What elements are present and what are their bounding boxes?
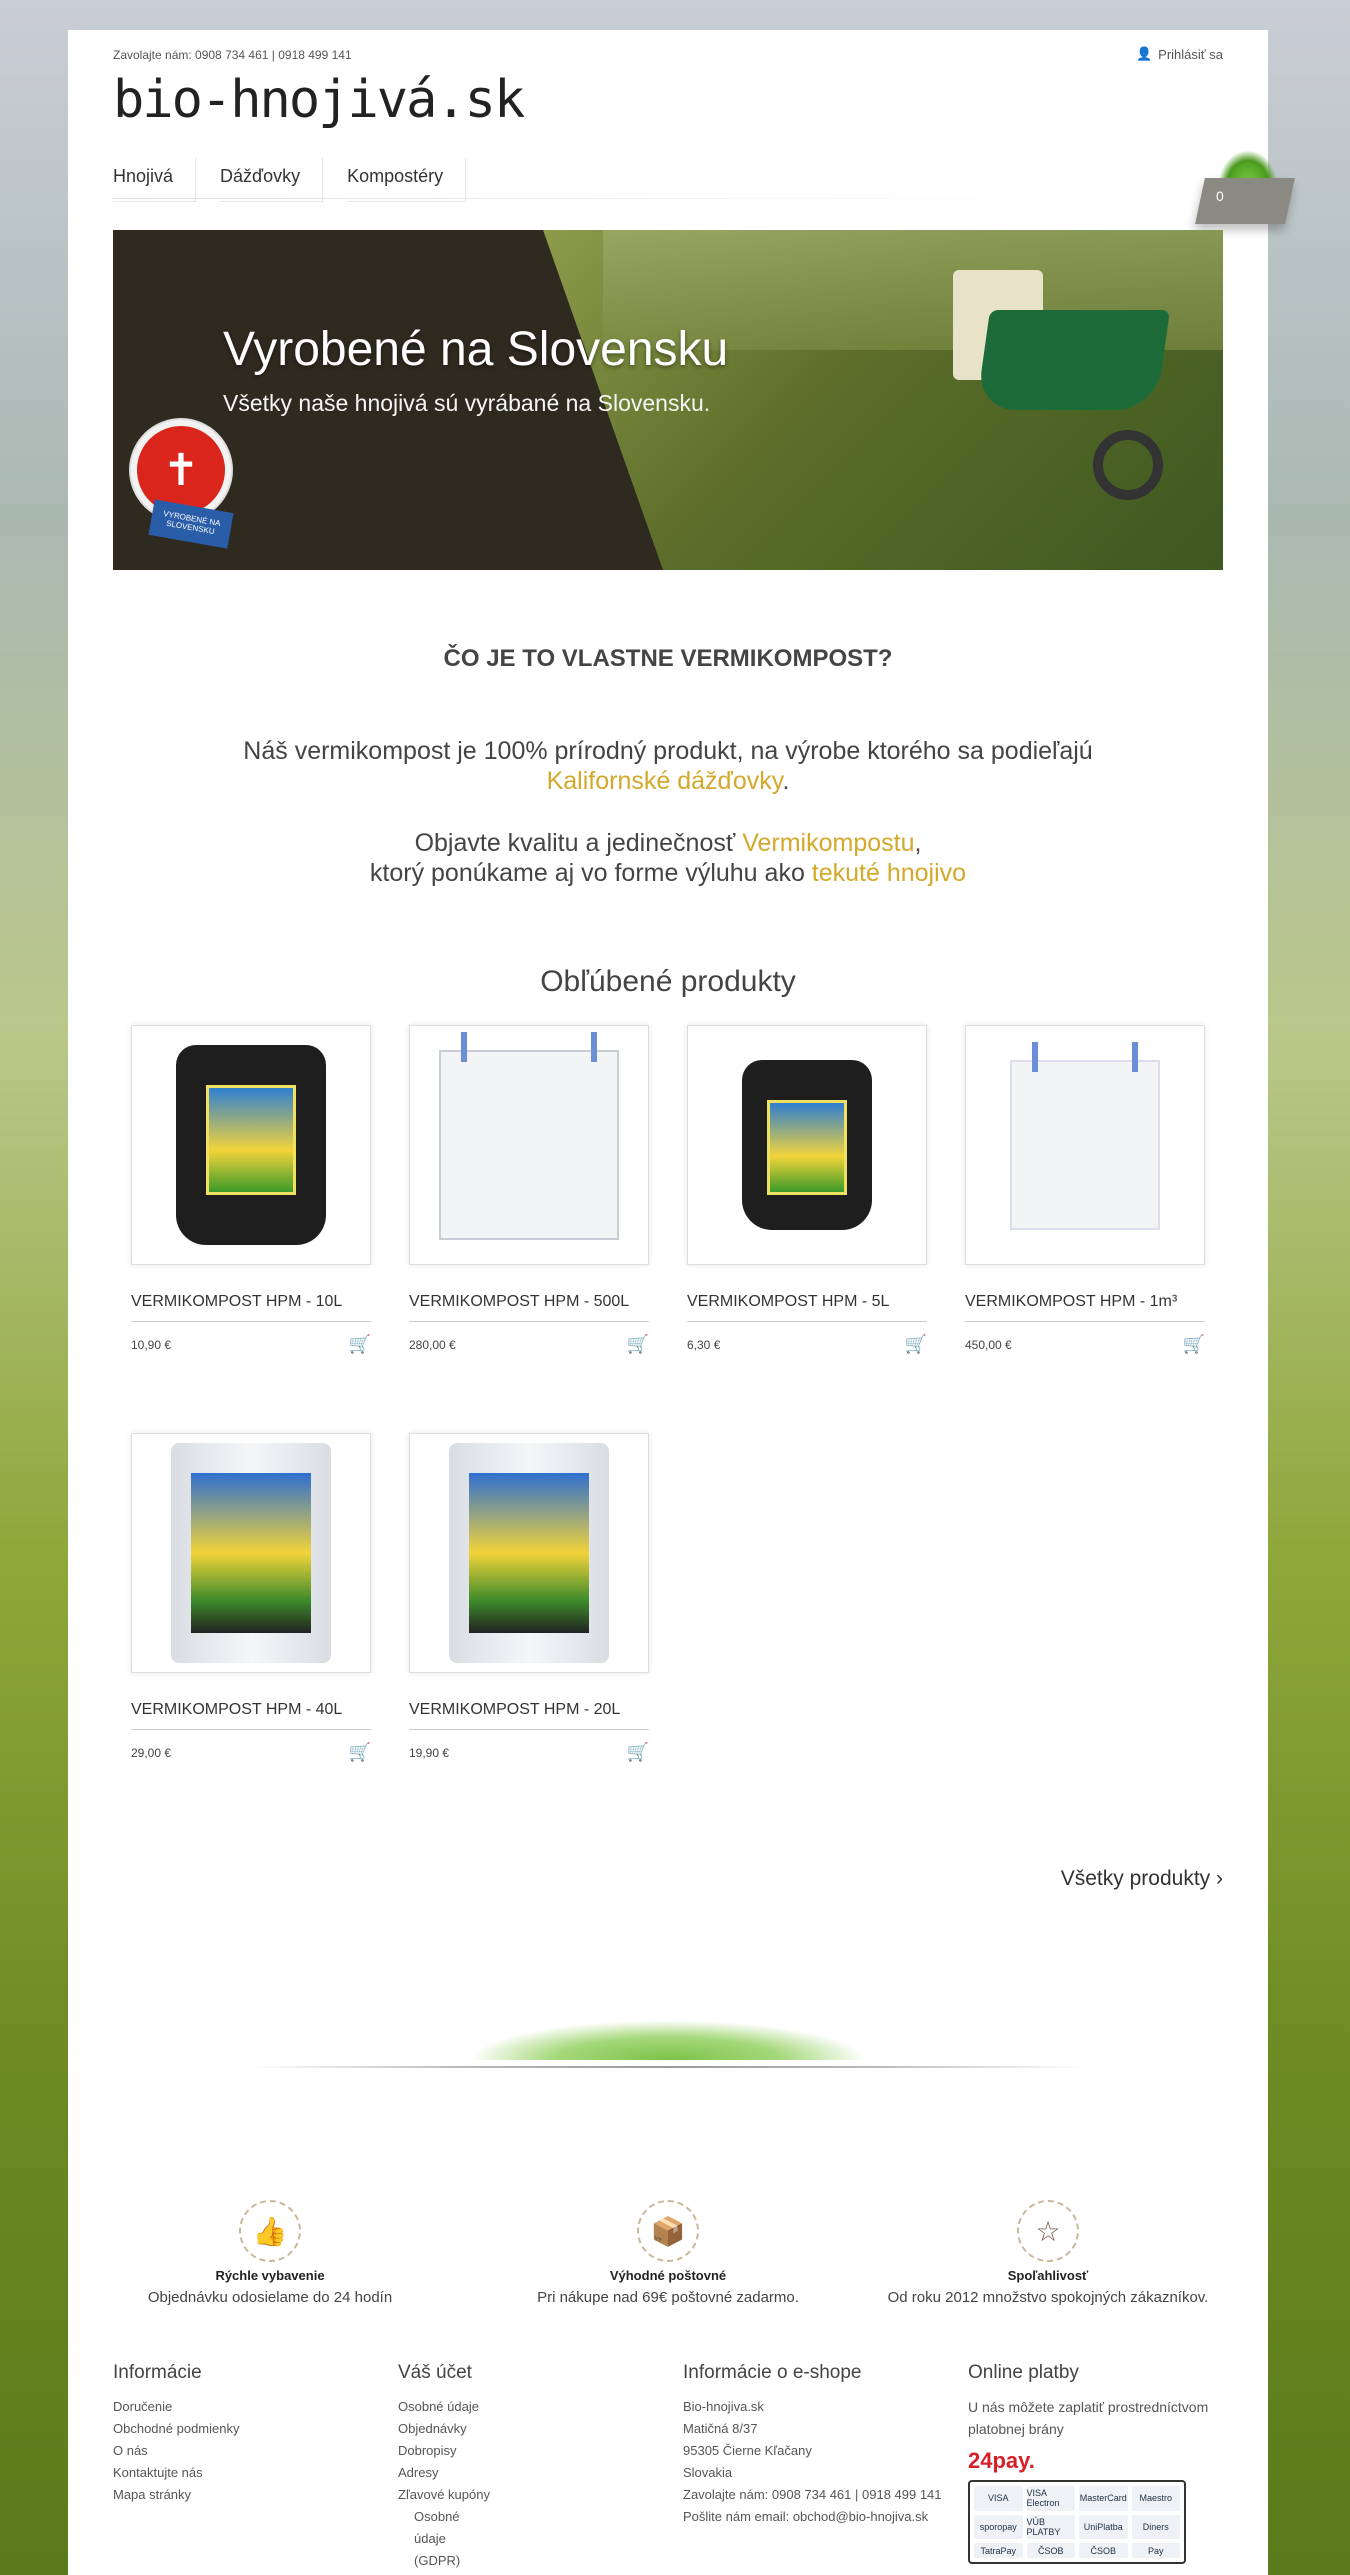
footer-heading: Online platby (968, 2362, 1079, 2383)
package-icon: 📦 (637, 2200, 699, 2262)
footer-info (113, 2362, 239, 2506)
shop-name: Bio-hnojiva.sk (683, 2399, 764, 2414)
footer-link-kontakt[interactable]: Kontaktujte nás (113, 2465, 203, 2480)
product-price: 6,30 € (687, 1337, 721, 1352)
intro-text: Náš vermikompost je 100% prírodný produkt, na výrobe ktorého sa podieľajú (243, 737, 1093, 765)
footer-link-gdpr[interactable]: (GDPR) (414, 2553, 461, 2568)
nav-item-hnojiva[interactable]: Hnojivá (113, 158, 196, 202)
add-to-cart-icon[interactable]: 🛒 (1182, 1334, 1205, 1354)
maestro-icon: Maestro (1132, 2486, 1181, 2511)
hero-title: Vyrobené na Slovensku (223, 323, 729, 376)
feature-title: Spoľahlivosť (1007, 2268, 1089, 2283)
chevron-right-icon: › (1216, 1867, 1223, 1890)
add-to-cart-icon[interactable]: 🛒 (348, 1742, 371, 1762)
phone-line: Zavolajte nám: 0908 734 461 | 0918 499 141 (113, 48, 352, 62)
feature-title: Výhodné poštovné (609, 2268, 727, 2283)
hero-wheelbarrow (976, 310, 1170, 410)
visa-icon: VISA (974, 2486, 1023, 2511)
main-nav (113, 158, 490, 202)
product-price: 280,00 € (409, 1337, 456, 1352)
nav-item-komposter[interactable]: Kompostéry (347, 158, 466, 202)
product-card[interactable] (409, 1433, 649, 1763)
cart-count: 0 (1216, 188, 1224, 204)
visa-electron-icon: VISA Electron (1027, 2486, 1076, 2511)
product-name[interactable]: VERMIKOMPOST HPM - 1m³ (965, 1293, 1205, 1322)
footer-heading: Informácie o e-shope (683, 2362, 862, 2383)
cart-button[interactable] (1188, 140, 1308, 240)
shop-phone: Zavolajte nám: 0908 734 461 | 0918 499 141 (683, 2487, 942, 2502)
site-logo[interactable]: bio-hnojivá.sk (113, 70, 524, 130)
feature-text: Objednávku odosielame do 24 hodín (147, 2289, 393, 2306)
hero-wheel (1093, 430, 1163, 500)
thumbs-up-icon: 👍 (239, 2200, 301, 2262)
footer-payments (968, 2362, 1218, 2564)
all-products-link[interactable] (1061, 1867, 1223, 1891)
hero-banner[interactable] (113, 230, 1223, 570)
handshake-star-icon: ☆ (1017, 2200, 1079, 2262)
page (68, 30, 1268, 2575)
hero-subtitle: Všetky naše hnojivá sú vyrábané na Slovensku. (223, 390, 711, 416)
intro-comma: , (914, 829, 922, 857)
diners-icon: Diners (1132, 2515, 1181, 2540)
uniplatba-icon: UniPlatba (1079, 2515, 1128, 2540)
link-tekute-hnojivo[interactable]: tekuté hnojivo (811, 859, 967, 887)
feature-text: Od roku 2012 množstvo spokojných zákazníkov. (887, 2289, 1209, 2306)
product-card[interactable] (965, 1025, 1205, 1355)
product-image[interactable] (131, 1025, 371, 1265)
footer-link-o-nas[interactable]: O nás (113, 2443, 148, 2458)
intro-paragraph-2 (68, 828, 1268, 888)
products-heading: Obľúbené produkty (540, 965, 796, 998)
payment-methods (968, 2480, 1186, 2564)
feature-title: Rýchle vybavenie (215, 2268, 325, 2283)
footer-link-kupony[interactable]: Zľavové kupóny (398, 2487, 490, 2502)
intro-period: . (782, 767, 790, 795)
product-name[interactable]: VERMIKOMPOST HPM - 40L (131, 1701, 371, 1730)
csob-icon: ČSOB (1079, 2543, 1128, 2558)
product-image[interactable] (409, 1433, 649, 1673)
decorative-divider (248, 2010, 1088, 2090)
product-image[interactable] (965, 1025, 1205, 1265)
feature-reliability (868, 2200, 1228, 2306)
user-icon: 👤 (1135, 46, 1153, 61)
product-card[interactable] (131, 1025, 371, 1355)
footer-link-adresy[interactable]: Adresy (398, 2465, 439, 2480)
footer-link-gdpr[interactable]: údaje (414, 2531, 446, 2546)
payments-text: U nás môžete zaplatiť prostredníctvom platobnej brány (968, 2399, 1209, 2437)
24pay-logo: 24pay. (968, 2448, 1035, 2473)
sporopay-icon: sporopay (974, 2515, 1023, 2540)
feature-shipping (488, 2200, 848, 2306)
nav-divider (113, 198, 1043, 199)
slovak-emblem-icon: ✝ (131, 420, 231, 520)
product-card[interactable] (687, 1025, 927, 1355)
footer-link-obchodne-podmienky[interactable]: Obchodné podmienky (113, 2421, 240, 2436)
shop-email[interactable]: Pošlite nám email: obchod@bio-hnojiva.sk (683, 2509, 929, 2524)
footer-shop (683, 2362, 942, 2528)
link-vermikompost[interactable]: Vermikompostu (742, 829, 915, 857)
product-name[interactable]: VERMIKOMPOST HPM - 10L (131, 1293, 371, 1322)
footer-link-mapa[interactable]: Mapa stránky (113, 2487, 192, 2502)
add-to-cart-icon[interactable]: 🛒 (626, 1742, 649, 1762)
nav-item-dazdovky[interactable]: Dážďovky (220, 158, 323, 202)
shop-country: Slovakia (683, 2465, 733, 2480)
csob-icon: ČSOB (1027, 2543, 1076, 2558)
vub-icon: VÚB PLATBY (1027, 2515, 1076, 2540)
intro-heading: ČO JE TO VLASTNE VERMIKOMPOST? (443, 645, 893, 672)
feature-text: Pri nákupe nad 69€ poštovné zadarmo. (537, 2289, 799, 2306)
footer-account (398, 2362, 490, 2572)
intro-text: Objavte kvalitu a jedinečnosť (414, 829, 743, 857)
divider-line (248, 2066, 1088, 2068)
product-image[interactable] (409, 1025, 649, 1265)
login-link[interactable] (1136, 46, 1223, 62)
product-card[interactable] (131, 1433, 371, 1763)
shop-street: Matičná 8/37 (683, 2421, 758, 2436)
intro-paragraph-1 (68, 736, 1268, 796)
footer-link-osobne-udaje[interactable]: Osobné údaje (398, 2399, 479, 2414)
tatrapay-icon: TatraPay (974, 2543, 1023, 2558)
add-to-cart-icon[interactable]: 🛒 (904, 1334, 927, 1354)
mastercard-icon: MasterCard (1079, 2486, 1128, 2511)
product-image[interactable] (687, 1025, 927, 1265)
shop-city: 95305 Čierne Kľačany (683, 2443, 812, 2458)
product-name[interactable]: VERMIKOMPOST HPM - 20L (409, 1701, 649, 1730)
all-products-label: Všetky produkty (1060, 1867, 1211, 1890)
cart-box (1195, 178, 1295, 224)
product-price: 29,00 € (131, 1745, 172, 1760)
made-in-slovakia-ribbon: VYROBENÉ NA SLOVENSKU (148, 499, 233, 548)
product-card[interactable] (409, 1025, 649, 1355)
feature-fast (90, 2200, 450, 2306)
footer-heading: Informácie (113, 2362, 202, 2383)
footer-heading: Váš účet (398, 2362, 472, 2383)
footer-link-dorucenie[interactable]: Doručenie (113, 2399, 173, 2414)
intro-text: ktorý ponúkame aj vo forme výluhu ako (369, 859, 812, 887)
product-image[interactable] (131, 1433, 371, 1673)
link-kalifornske-dazdovky[interactable]: Kalifornské dážďovky (546, 767, 783, 795)
product-name[interactable]: VERMIKOMPOST HPM - 5L (687, 1293, 927, 1322)
pay-icon: Pay (1132, 2543, 1181, 2558)
product-name[interactable]: VERMIKOMPOST HPM - 500L (409, 1293, 649, 1322)
login-label: Prihlásiť sa (1158, 46, 1223, 62)
footer-link-gdpr[interactable]: Osobné (414, 2509, 460, 2524)
product-price: 450,00 € (965, 1337, 1012, 1352)
add-to-cart-icon[interactable]: 🛒 (348, 1334, 371, 1354)
product-price: 10,90 € (131, 1337, 172, 1352)
product-price: 19,90 € (409, 1745, 450, 1760)
footer-link-dobropisy[interactable]: Dobropisy (398, 2443, 457, 2458)
add-to-cart-icon[interactable]: 🛒 (626, 1334, 649, 1354)
footer-link-objednavky[interactable]: Objednávky (398, 2421, 467, 2436)
floral-decoration (468, 2020, 868, 2060)
